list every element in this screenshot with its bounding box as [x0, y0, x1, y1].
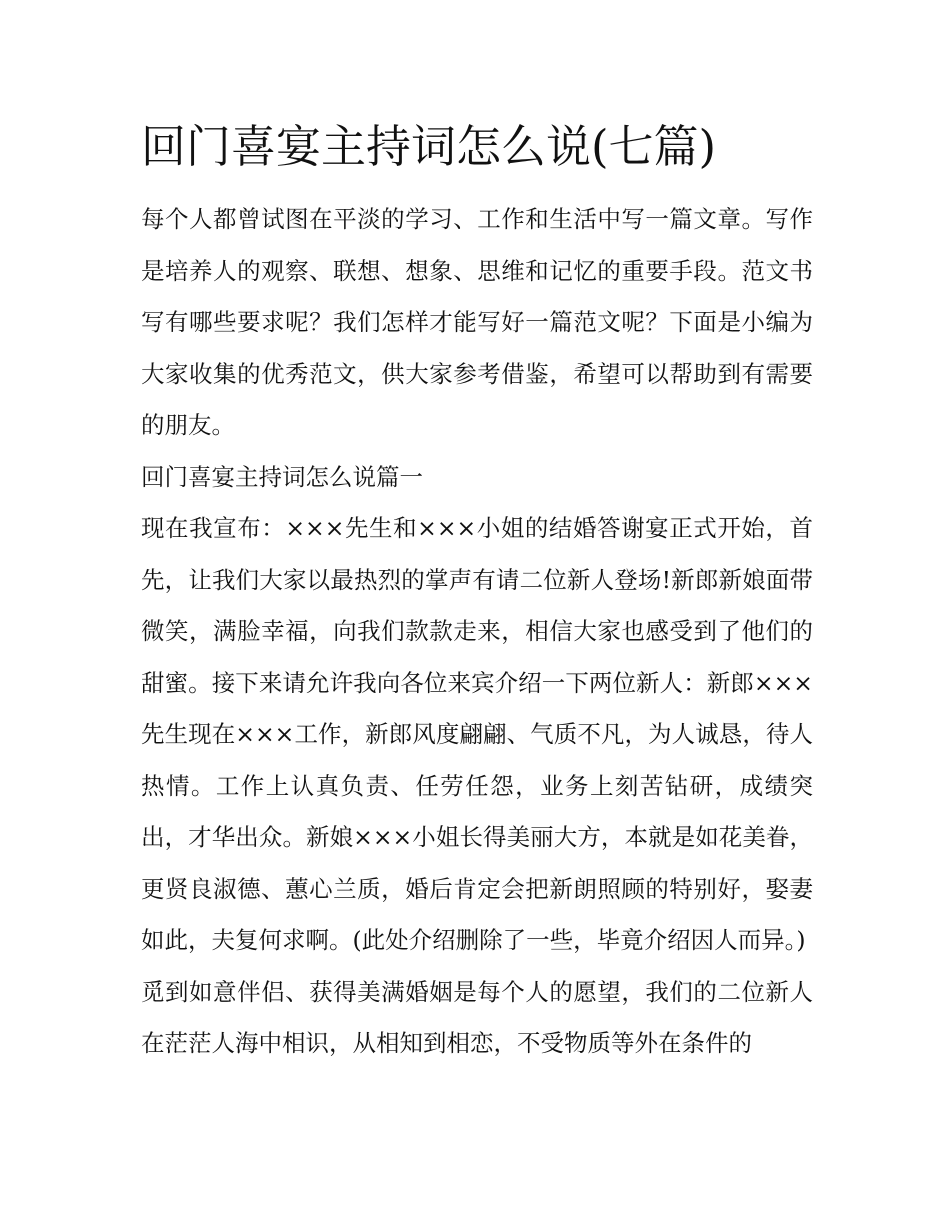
- intro-paragraph: 每个人都曾试图在平淡的学习、工作和生活中写一篇文章。写作是培养人的观察、联想、想象、思维和记忆的重要手段。范文书写有哪些要求呢？我们怎样才能写好一篇范文呢？下面是小编为大家收集的优秀范文，供大家参考借鉴，希望可以帮助到有需要的朋友。: [141, 205, 813, 439]
- body-paragraph-2: 觅到如意伴侣、获得美满婚姻是每个人的愿望，我们的二位新人在茫茫人海中相识，从相知到相恋，不受物质等外在条件的: [141, 977, 813, 1057]
- section-heading: 回门喜宴主持词怎么说篇一: [141, 462, 423, 491]
- document-page: [141, 116, 813, 1070]
- body-paragraph-1: 现在我宣布：×××先生和×××小姐的结婚答谢宴正式开始，首先，让我们大家以最热烈的掌声有请二位新人登场!新郎新娘面带微笑，满脸幸福，向我们款款走来，相信大家也感受到了他们的甜蜜。接下来请允许我向各位来宾介绍一下两位新人：新郎×××先生现在×××工作，新郎风度翩翩、气质不凡，为人诚恳，待人热情。工作上认真负责、任劳任怨，业务上刻苦钻研，成绩突出，才华出众。新娘×××小姐长得美丽大方，本就是如花美眷，更贤良淑德、蕙心兰质，婚后肯定会把新朗照顾的特别好，娶妻如此，夫复何求啊。(此处介绍删除了一些，毕竟介绍因人而异。): [141, 514, 813, 954]
- document-title: 回门喜宴主持词怎么说(七篇): [141, 120, 717, 173]
